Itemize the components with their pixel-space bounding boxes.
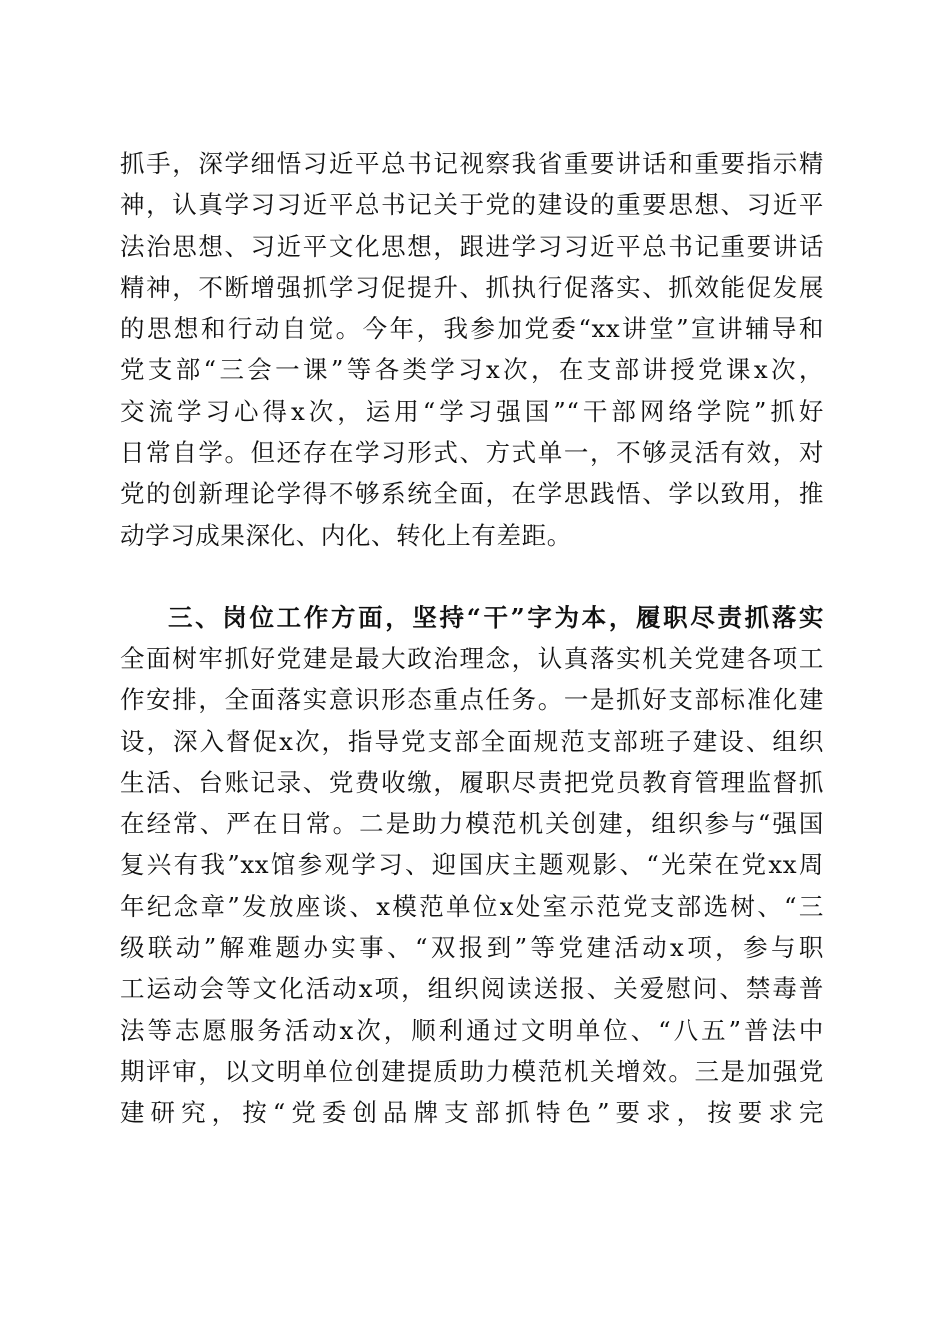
text-line: 级联动”解难题办实事、“双报到”等党建活动x项，参与职 xyxy=(120,933,824,963)
text-line: 工运动会等文化活动x项，组织阅读送报、关爱慰问、禁毒普 xyxy=(120,974,824,1004)
text-line: 日常自学。但还存在学习形式、方式单一，不够灵活有效，对 xyxy=(120,438,824,468)
text-line: 交流学习心得x次，运用“学习强国”“干部网络学院”抓好 xyxy=(120,396,824,426)
text-line: 党支部“三会一课”等各类学习x次，在支部讲授党课x次， xyxy=(120,355,824,385)
text-line: 复兴有我”xx馆参观学习、迎国庆主题观影、“光荣在党xx周 xyxy=(120,850,824,880)
text-line: 设，深入督促x次，指导党支部全面规范支部班子建设、组织 xyxy=(120,726,824,756)
text-line: 动学习成果深化、内化、转化上有差距。 xyxy=(120,520,572,550)
text-line: 作安排，全面落实意识形态重点任务。一是抓好支部标准化建 xyxy=(120,685,824,715)
text-line: 的思想和行动自觉。今年，我参加党委“xx讲堂”宣讲辅导和 xyxy=(120,314,824,344)
text-line: 在经常、严在日常。二是助力模范机关创建，组织参与“强国 xyxy=(120,809,824,839)
section-heading-block xyxy=(120,597,824,638)
text-line: 抓手，深学细悟习近平总书记视察我省重要讲话和重要指示精 xyxy=(120,149,824,178)
text-line: 全面树牢抓好党建是最大政治理念，认真落实机关党建各项工 xyxy=(120,644,824,673)
paragraph-work xyxy=(120,638,824,1134)
section-heading: 三、岗位工作方面，坚持“干”字为本，履职尽责抓落实 xyxy=(168,603,824,632)
text-line: 建研究，按“党委创品牌支部抓特色”要求，按要求完 xyxy=(120,1098,824,1128)
text-line: 神，认真学习习近平总书记关于党的建设的重要思想、习近平 xyxy=(120,190,824,220)
text-line: 党的创新理论学得不够系统全面，在学思践悟、学以致用，推 xyxy=(120,479,824,509)
text-line: 年纪念章”发放座谈、x模范单位x处室示范党支部选树、“三 xyxy=(120,891,824,921)
paragraph-study xyxy=(120,143,824,556)
text-line: 精神，不断增强抓学习促提升、抓执行促落实、抓效能促发展 xyxy=(120,272,824,302)
text-line: 法等志愿服务活动x次，顺利通过文明单位、“八五”普法中 xyxy=(120,1015,824,1045)
text-line: 法治思想、习近平文化思想，跟进学习习近平总书记重要讲话 xyxy=(120,231,824,261)
text-line: 生活、台账记录、党费收缴，履职尽责把党员教育管理监督抓 xyxy=(120,767,824,797)
text-line: 期评审，以文明单位创建提质助力模范机关增效。三是加强党 xyxy=(120,1056,824,1086)
